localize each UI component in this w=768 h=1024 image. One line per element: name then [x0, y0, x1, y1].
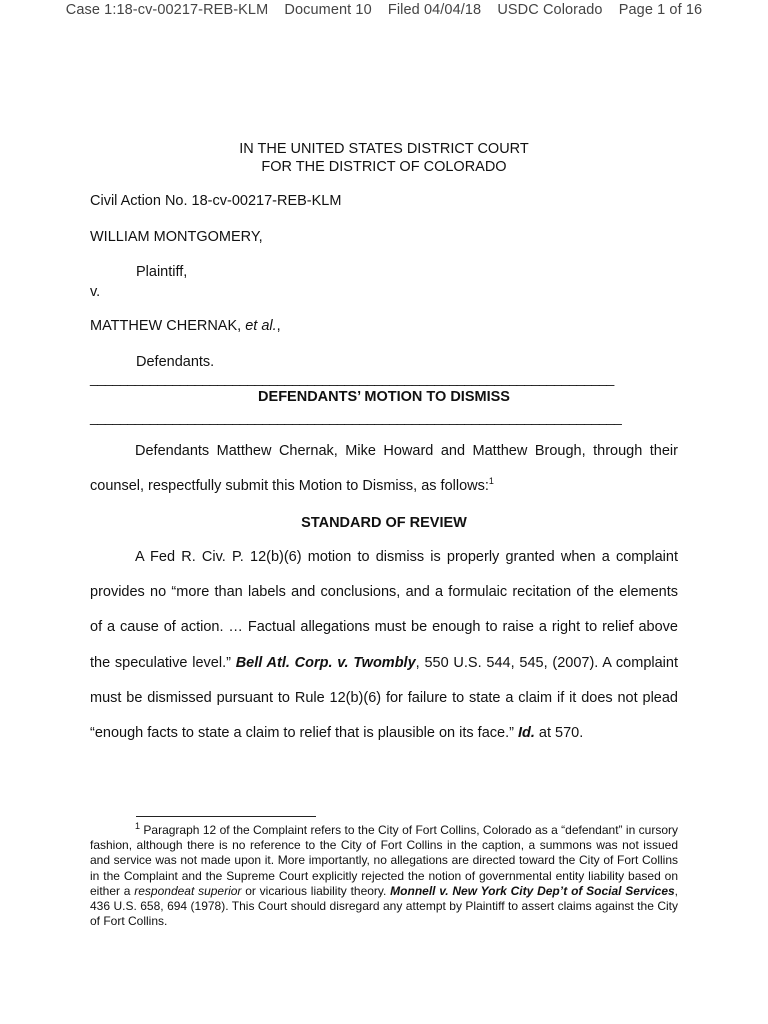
- case-number: Case 1:18-cv-00217-REB-KLM: [65, 2, 269, 18]
- plaintiff-name: WILLIAM MONTGOMERY,: [90, 229, 263, 245]
- court-line-2: FOR THE DISTRICT OF COLORADO: [261, 159, 507, 175]
- plaintiff-role: Plaintiff,: [136, 264, 188, 280]
- court-line-1: IN THE UNITED STATES DISTRICT COURT: [239, 141, 529, 157]
- civil-action-number: Civil Action No. 18-cv-00217-REB-KLM: [90, 193, 342, 209]
- standard-of-review-paragraph: [90, 540, 678, 751]
- defendant-name: [90, 318, 281, 334]
- footnote-text-c: , 436 U.S. 658, 694 (1978). This Court should disregard any attempt by Plaintiff to assert claims against the City of Fort Collins.: [90, 883, 679, 929]
- caption-rule-top: ______________________________________________________________________: [90, 370, 615, 386]
- defendant-name-text: MATTHEW CHERNAK,: [90, 318, 246, 334]
- defendant-et-al: et al.: [245, 318, 277, 334]
- section-heading: STANDARD OF REVIEW: [301, 515, 467, 531]
- caption-rule-bottom: _______________________________________________________________________: [90, 409, 622, 425]
- filing-header: [0, 2, 768, 18]
- defendant-comma: ,: [276, 318, 281, 334]
- footnote-mark: 1: [135, 821, 141, 831]
- footnote-italic-term: respondeat superior: [134, 883, 242, 898]
- intro-paragraph: [90, 434, 678, 504]
- paragraph-text-a: A Fed R. Civ. P. 12(b)(6) motion to dismiss is properly granted when a complaint provides no “more than labels and conclusions, and a formulaic recitation of the elements of a cause of action. … Factual allegations must be enough to raise a right to relief above the speculative level.”: [90, 549, 678, 671]
- footnote-separator: [136, 816, 316, 817]
- case-citation-id: Id.: [517, 725, 535, 742]
- paragraph-text-b: , 550 U.S. 544, 545, (2007). A complaint must be dismissed pursuant to Rule 12(b)(6) for failure to state a claim if it does not plead “enough facts to state a claim to relief that is plausible on its face.”: [90, 654, 678, 742]
- intro-text: Defendants Matthew Chernak, Mike Howard and Matthew Brough, through their counsel, respectfully submit this Motion to Dismiss, as follows:: [90, 443, 678, 495]
- footnote-1: [90, 823, 678, 929]
- page-number: Page 1 of 16: [618, 2, 703, 18]
- paragraph-text-c: at 570.: [534, 725, 584, 742]
- footnote-case-citation: Monnell v. New York City Dep’t of Social Services: [390, 883, 675, 898]
- document-number: Document 10: [284, 2, 372, 18]
- motion-title: DEFENDANTS’ MOTION TO DISMISS: [258, 389, 510, 405]
- footnote-text-a: Paragraph 12 of the Complaint refers to the City of Fort Collins, Colorado as a “defendant” in cursory fashion, although there is no reference to the City of Fort Collins in the caption, a summons was not issued and service was not made upon it. More importantly, no allegations are directed toward the City of Fort Collins in the Complaint and the Supreme Court explicitly rejected the notion of governmental entity liability based on either a: [90, 823, 678, 898]
- footnote-text-b: or vicarious liability theory.: [241, 883, 391, 898]
- court-name: USDC Colorado: [497, 2, 603, 18]
- court-heading: [0, 140, 768, 176]
- footnote-reference: 1: [488, 476, 494, 487]
- case-citation-twombly: Bell Atl. Corp. v. Twombly: [235, 654, 416, 671]
- filed-date: Filed 04/04/18: [387, 2, 482, 18]
- versus: v.: [90, 284, 101, 300]
- defendant-role: Defendants.: [136, 354, 215, 370]
